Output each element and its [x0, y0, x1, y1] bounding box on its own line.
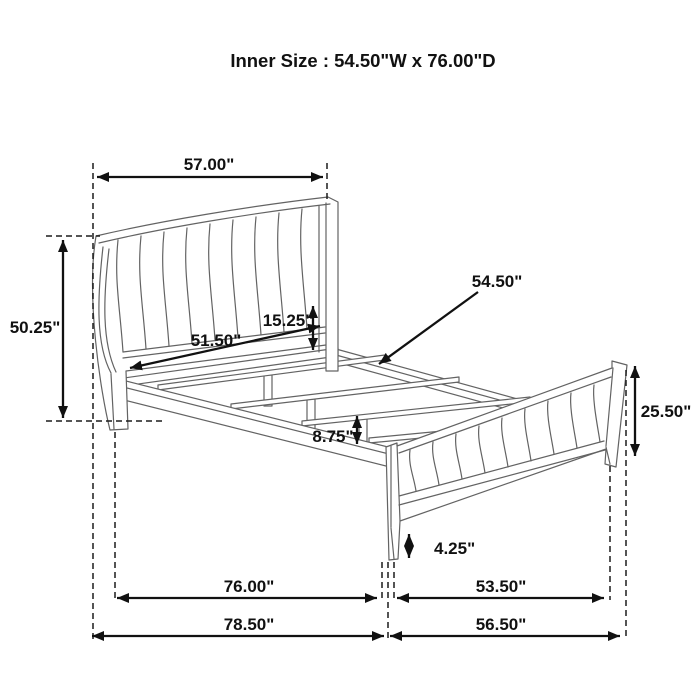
dim-slat-length: [379, 272, 522, 364]
dim-headboard-height-label: 50.25": [9, 318, 61, 337]
dim-overall-depth: [92, 615, 384, 636]
footboard: [386, 361, 627, 560]
dim-footboard-inner-span-label: 53.50": [475, 577, 527, 596]
dim-footboard-height: [635, 366, 691, 456]
dim-footboard-width-label: 56.50": [475, 615, 527, 634]
dim-headboard-width-label: 57.00": [183, 155, 235, 174]
dim-slat-length-label: 54.50": [471, 272, 523, 291]
dim-headboard-height: [10, 240, 63, 418]
dim-inner-depth: [117, 577, 377, 598]
dim-overall-depth-label: 78.50": [223, 615, 275, 634]
dim-footboard-height-label: 25.50": [640, 402, 692, 421]
dim-footboard-width: [390, 615, 620, 636]
dim-footboard-leg-height: [409, 534, 475, 558]
dim-inner-width-label: 51.50": [190, 331, 242, 350]
dim-headboard-width: [97, 155, 323, 177]
diagram-title: Inner Size : 54.50"W x 76.00"D: [230, 50, 496, 71]
dim-inner-depth-label: 76.00": [223, 577, 275, 596]
dim-footboard-leg-height-label: 4.25": [434, 539, 476, 558]
dim-footboard-inner-span: [397, 577, 604, 598]
dim-slat-leg-height-label: 8.75": [312, 427, 354, 446]
dim-headboard-clearance-label: 15.25": [262, 311, 314, 330]
bed-drawing: [93, 197, 627, 560]
